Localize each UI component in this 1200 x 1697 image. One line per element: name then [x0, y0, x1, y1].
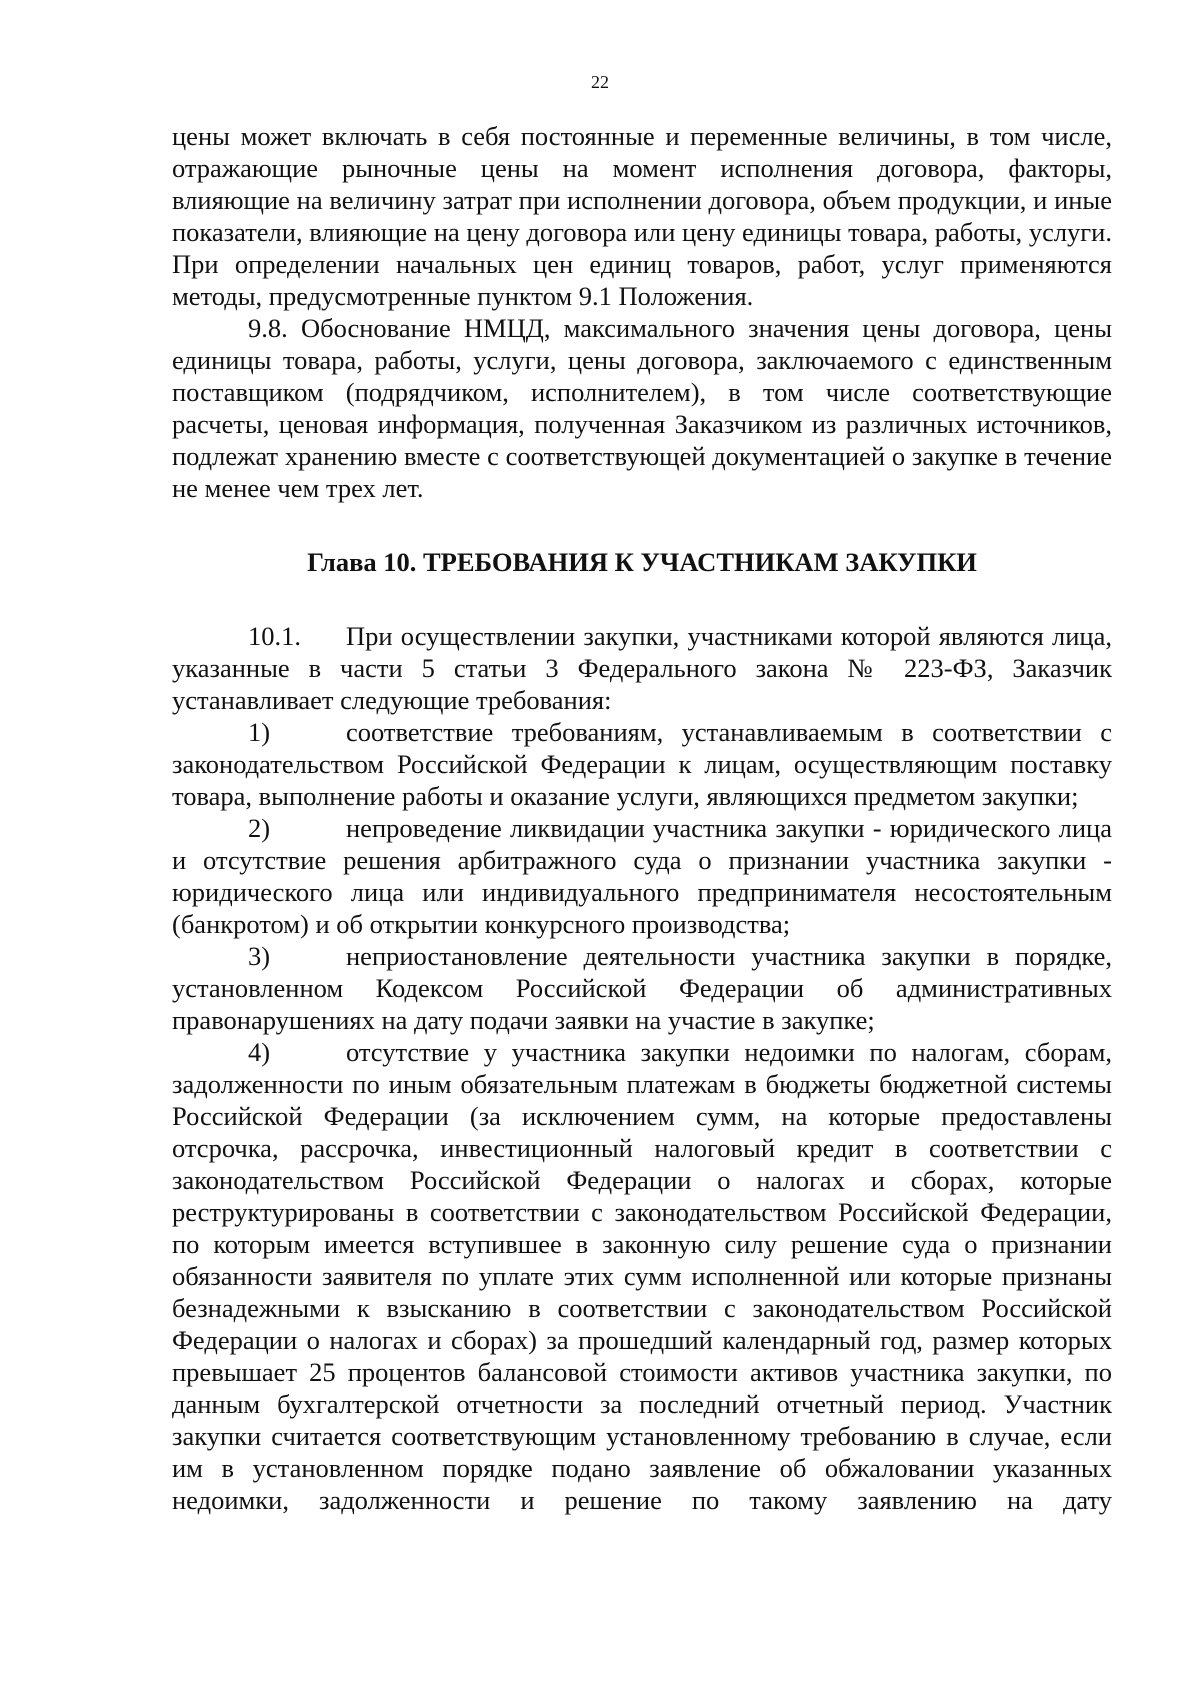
continuation-paragraph: цены может включать в себя постоянные и переменные величины, в том числе, отражающие рыночные цены на момент исполнения договора, факторы, влияющие на величину затрат при исполнении договора, объем продукции, и иные показатели, влияющие на цену договора или цену единицы товара, работы, услуги. При определении начальных цен единиц товаров, работ, услуг применяются методы, предусмотренные пунктом 9.1 Положения.: [172, 121, 1112, 311]
page-content: [172, 120, 1112, 1516]
list-item: [172, 812, 1112, 940]
list-item-text: непроведение ликвидации участника закупки - юридического лица и отсутствие решения арбитражного суда о признании участника закупки - юридического лица или индивидуального предпринимателя несостоятельным (банкротом) и об открытии конкурсного производства;: [172, 813, 1112, 939]
list-item-number: 2): [248, 813, 271, 843]
chapter-title: Глава 10. ТРЕБОВАНИЯ К УЧАСТНИКАМ ЗАКУПКИ: [307, 547, 977, 577]
list-item: [172, 716, 1112, 812]
list-item: [172, 940, 1112, 1036]
list-item-number: 4): [248, 1037, 271, 1067]
list-item-number: 1): [248, 717, 271, 747]
paragraph-text: При осуществлении закупки, участниками которой являются лица, указанные в части 5 статьи 3 Федерального закона № 223-ФЗ, Заказчик устанавливает следующие требования:: [172, 621, 1112, 715]
list-item-text: неприостановление деятельности участника закупки в порядке, установленном Кодексом Российской Федерации об административных правонарушениях на дату подачи заявки на участие в закупке;: [172, 941, 1112, 1035]
paragraph-9-8: 9.8. Обоснование НМЦД, максимального значения цены договора, цены единицы товара, работы, услуги, цены договора, заключаемого с единственным поставщиком (подрядчиком, исполнителем), в том числе соответствующие расчеты, ценовая информация, полученная Заказчиком из различных источников, подлежат хранению вместе с соответствующей документацией о закупке в течение не менее чем трех лет.: [172, 313, 1112, 503]
list-item-text: отсутствие у участника закупки недоимки по налогам, сборам, задолженности по иным обязательным платежам в бюджеты бюджетной системы Российской Федерации (за исключением сумм, на которые предоставлены отсрочка, рассрочка, инвестиционный налоговый кредит в соответствии с законодательством Российской Федерации о налогах и сборах, которые реструктурированы в соответствии с законодательством Российской Федерации, по которым имеется вступившее в законную силу решение суда о признании обязанности заявителя по уплате этих сумм исполненной или которые признаны безнадежными к взысканию в соответствии с законодательством Российской Федерации о налогах и сборах) за прошедший календарный год, размер которых превышает 25 процентов балансовой стоимости активов участника закупки, по данным бухгалтерской отчетности за последний отчетный период. Участник закупки считается соответствующим установленному требованию в случае, если им в установленном порядке подано заявление об обжаловании указанных недоимки, задолженности и решение по такому заявлению на дату: [172, 1037, 1112, 1515]
list-item: [172, 1036, 1112, 1516]
page-number: 22: [591, 72, 609, 92]
list-item-text: соответствие требованиям, устанавливаемым в соответствии с законодательством Российской Федерации к лицам, осуществляющим поставку товара, выполнение работы и оказание услуги, являющихся предметом закупки;: [172, 717, 1112, 811]
paragraph-number: 10.1.: [248, 621, 301, 651]
list-item-number: 3): [248, 941, 271, 971]
paragraph-10-1: [172, 620, 1112, 716]
